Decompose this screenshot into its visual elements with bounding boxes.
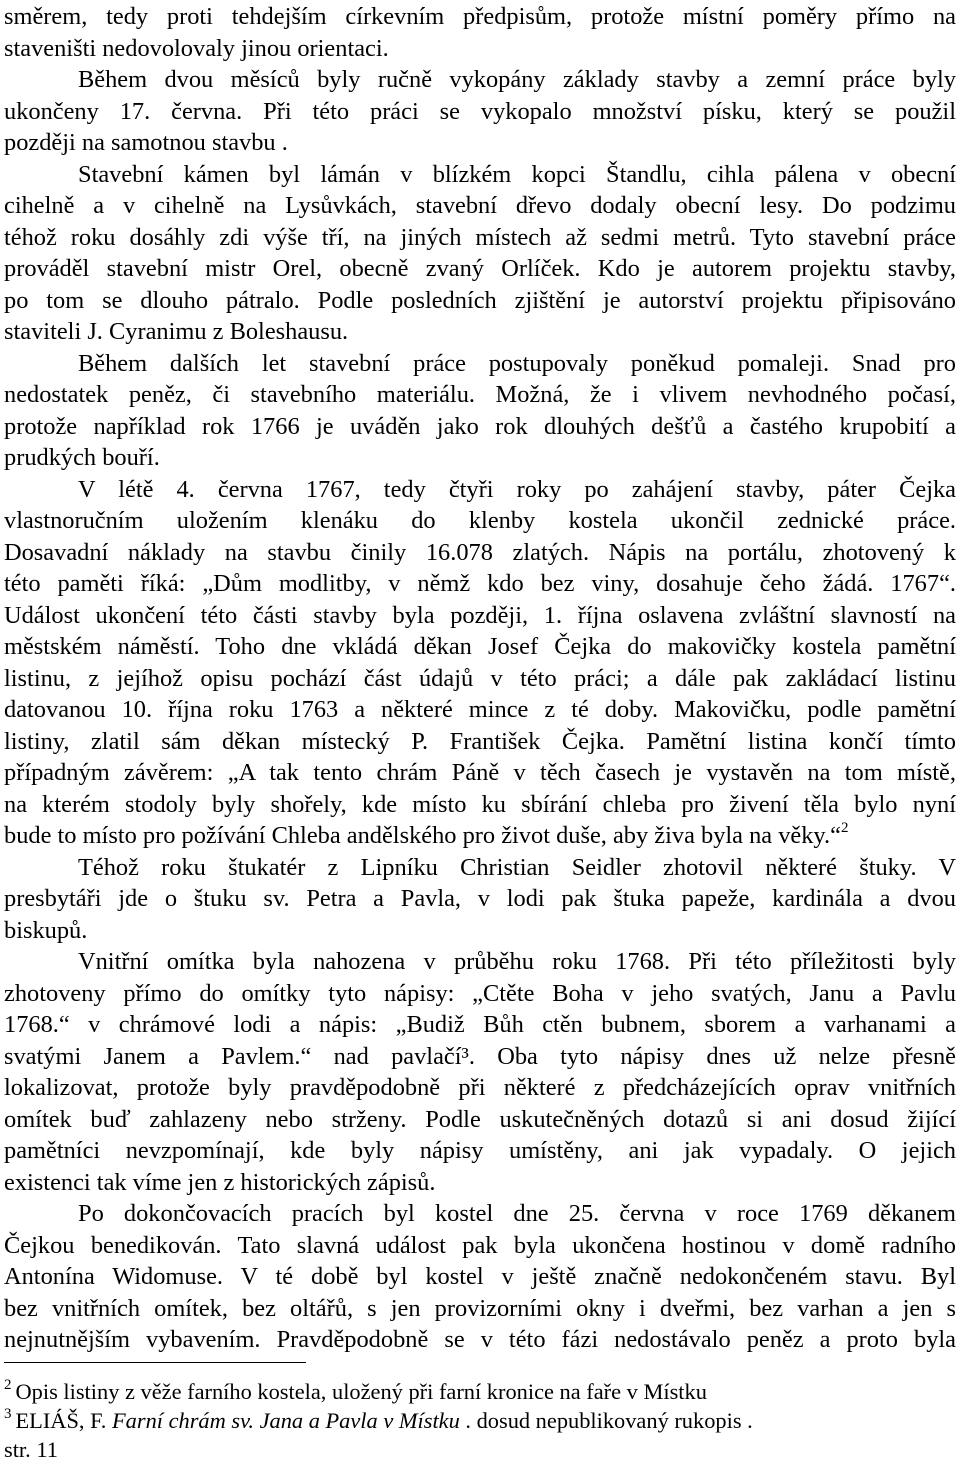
text-line: [4, 315, 956, 348]
text-line-content: později na samotnou stavbu .: [4, 129, 288, 156]
text-line: [4, 1197, 956, 1230]
text-line-content: ukončeny 17. června. Při této práci se vykopalo množství písku, který se použil: [4, 97, 956, 125]
text-line: [4, 851, 956, 884]
text-line-content: Událost ukončení této části stavby byla později, 1. října oslavena zvláštní slavností na: [4, 601, 956, 629]
text-line: [4, 473, 956, 506]
text-line-content: vlastnoručním uložením klenáku do klenby kostela ukončil zednické práce.: [4, 507, 956, 534]
text-line-content: Téhož roku štukatér z Lipníku Christian Seidler zhotovil některé štuky. V: [78, 853, 956, 881]
text-line: [4, 1323, 956, 1356]
text-line-content: Po dokončovacích pracích byl kostel dne 25. června v roce 1769 děkanem: [78, 1200, 956, 1227]
text-line-content: 1768.“ v chrámové lodi a nápis: „Budiž Bůh ctěn bubnem, sborem a varhanami a: [4, 1011, 956, 1038]
text-line-content: městském náměstí. Toho dne vkládá děkan Josef Čejka do makovičky kostela pamětní: [4, 633, 956, 660]
text-line: [4, 882, 956, 915]
text-line-content: Dosavadní náklady na stavbu činily 16.078 zlatých. Nápis na portálu, zhotovený k: [4, 538, 956, 566]
text-line: [4, 1103, 956, 1136]
text-line: [4, 945, 956, 978]
text-line: [4, 504, 956, 537]
text-line: [4, 410, 956, 443]
text-line: [4, 725, 956, 758]
text-line: [4, 567, 956, 600]
text-line: [4, 1040, 956, 1073]
text-line-content: pamětníci nevzpomínají, kde byly nápisy umístěny, ani jak vypadaly. O jejich: [4, 1137, 956, 1164]
text-line-content: protože například rok 1766 je uváděn jako rok dlouhých dešťů a častého krupobití a: [4, 412, 956, 440]
footnote-3-prefix: ELIÁŠ, F.: [15, 1408, 112, 1433]
text-line-content: listinu, z jejíhož opisu pochází část údajů v této práci; a dále pak zakládací listinu: [4, 664, 956, 692]
text-line-content: existenci tak víme jen z historických zápisů.: [4, 1168, 436, 1196]
text-line: [4, 63, 956, 96]
text-line-content: omítek buď zahlazeny nebo strženy. Podle uskutečněných dotazů si ani dosud žijící: [4, 1105, 956, 1133]
text-line-content: nedostatek peněz, či stavebního materiálu. Možná, že i vlivem nevhodného počasí,: [4, 381, 956, 408]
text-line: [4, 32, 956, 65]
footnote-2-number: 2: [4, 1377, 12, 1393]
text-line-content: staveništi nedovolovaly jinou orientaci.: [4, 34, 389, 62]
text-line-content: Stavební kámen byl lámán v blízkém kopci Štandlu, cihla pálena v obecní: [78, 160, 956, 188]
text-line: [4, 347, 956, 380]
text-line: [4, 693, 956, 726]
footnote-2: [4, 1378, 707, 1406]
text-line: [4, 441, 956, 474]
text-line: [4, 756, 956, 789]
text-line: [4, 0, 956, 33]
footnote-2-text: Opis listiny z věže farního kostela, uložený při farní kronice na faře v Místku: [15, 1379, 707, 1404]
text-line-content: staviteli J. Cyranimu z Boleshausu.: [4, 318, 349, 345]
footnote-reference: 2: [840, 820, 849, 836]
text-line: [4, 126, 956, 159]
text-line: [4, 221, 956, 254]
text-line-content: nejnutnějším vybavením. Pravděpodobně se v této fázi nedostávalo peněz a proto byla: [4, 1326, 956, 1353]
text-line: [4, 977, 956, 1010]
text-line-content: datovanou 10. října roku 1763 a některé mince z té doby. Makovičku, podle pamětní: [4, 696, 956, 723]
text-line-content: Vnitřní omítka byla nahozena v průběhu roku 1768. Při této příležitosti byly: [78, 948, 956, 975]
footnote-3: [4, 1407, 753, 1435]
text-line-content: Antonína Widomuse. V té době byl kostel v ještě značně nedokončeném stavu. Byl: [4, 1263, 956, 1290]
text-line: [4, 284, 956, 317]
text-line: [4, 1166, 956, 1199]
text-line: [4, 662, 956, 695]
text-line-content: bez vnitřních omítek, bez oltářů, s jen provizorními okny i dveřmi, bez varhan a jen s: [4, 1294, 956, 1322]
text-line-content: po tom se dlouho pátralo. Podle posledních zjištění je autorství projektu připisováno: [4, 286, 956, 314]
text-line: [4, 1071, 956, 1104]
text-line: [4, 1229, 956, 1262]
footnote-3-title: Farní chrám sv. Jana a Pavla v Místku: [111, 1408, 460, 1433]
footnote-3-page-ref: str. 11: [4, 1437, 58, 1462]
text-line: [4, 599, 956, 632]
text-line: [4, 1134, 956, 1167]
text-line-content: na kterém stodoly byly shořely, kde místo ku sbírání chleba pro živení těla bylo nyní: [4, 790, 956, 818]
text-line-content: prováděl stavební mistr Orel, obecně zvaný Orlíček. Kdo je autorem projektu stavby,: [4, 255, 956, 282]
text-line-content: listiny, zlatil sám děkan místecký P. František Čejka. Pamětní listina končí tímto: [4, 727, 956, 755]
text-line-content: téhož roku dosáhly zdi výše tří, na jiných místech až sedmi metrů. Tyto stavební práce: [4, 223, 956, 251]
text-line-content: presbytáři jde o štuku sv. Petra a Pavla, v lodi pak štuka papeže, kardinála a dvou: [4, 885, 956, 912]
footnote-separator: [4, 1362, 306, 1363]
text-line-content: lokalizovat, protože byly pravděpodobně při některé z předcházejících oprav vnitřních: [4, 1074, 956, 1101]
text-line-content: prudkých bouří.: [4, 444, 160, 471]
text-line: [4, 630, 956, 663]
text-line: [4, 1260, 956, 1293]
text-line: [4, 819, 956, 852]
text-line-content: směrem, tedy proti tehdejším církevním předpisům, protože místní poměry přímo na: [4, 3, 956, 30]
text-line: [4, 252, 956, 285]
text-line-content: Během dalších let stavební práce postupovaly poněkud pomaleji. Snad pro: [78, 349, 956, 377]
text-line-content: Čejkou benedikován. Tato slavná událost pak byla ukončena hostinou v domě radního: [4, 1231, 956, 1259]
text-line-content: Během dvou měsíců byly ručně vykopány základy stavby a zemní práce byly: [78, 66, 956, 93]
text-line: [4, 1008, 956, 1041]
footnote-3-number: 3: [4, 1406, 12, 1422]
text-line: [4, 536, 956, 569]
text-line-content: zhotoveny přímo do omítky tyto nápisy: „Ctěte Boha v jeho svatých, Janu a Pavlu: [4, 979, 956, 1007]
text-line: [4, 189, 956, 222]
text-line-content: V létě 4. června 1767, tedy čtyři roky po zahájení stavby, páter Čejka: [78, 475, 956, 503]
footnote-3-suffix: . dosud nepublikovaný rukopis .: [459, 1408, 753, 1433]
text-line: [4, 1292, 956, 1325]
text-line-content: svatými Janem a Pavlem.“ nad pavlačí³. Oba tyto nápisy dnes už nelze přesně: [4, 1042, 956, 1070]
text-line: [4, 95, 956, 128]
text-line: [4, 158, 956, 191]
text-line-content: bude to místo pro požívání Chleba andělského pro život duše, aby živa byla na věky.“: [4, 822, 841, 849]
text-line-content: případným závěrem: „A tak tento chrám Páně v těch časech je vystavěn na tom místě,: [4, 759, 956, 786]
text-line-content: biskupů.: [4, 916, 88, 944]
text-line-content: cihelně a v cihelně na Lysůvkách, stavební dřevo dodaly obecní lesy. Do podzimu: [4, 192, 956, 219]
text-line: [4, 788, 956, 821]
text-line-content: této paměti říká: „Dům modlitby, v němž kdo bez viny, dosahuje čeho žádá. 1767“.: [4, 570, 956, 597]
text-line: [4, 914, 956, 947]
text-line: [4, 378, 956, 411]
